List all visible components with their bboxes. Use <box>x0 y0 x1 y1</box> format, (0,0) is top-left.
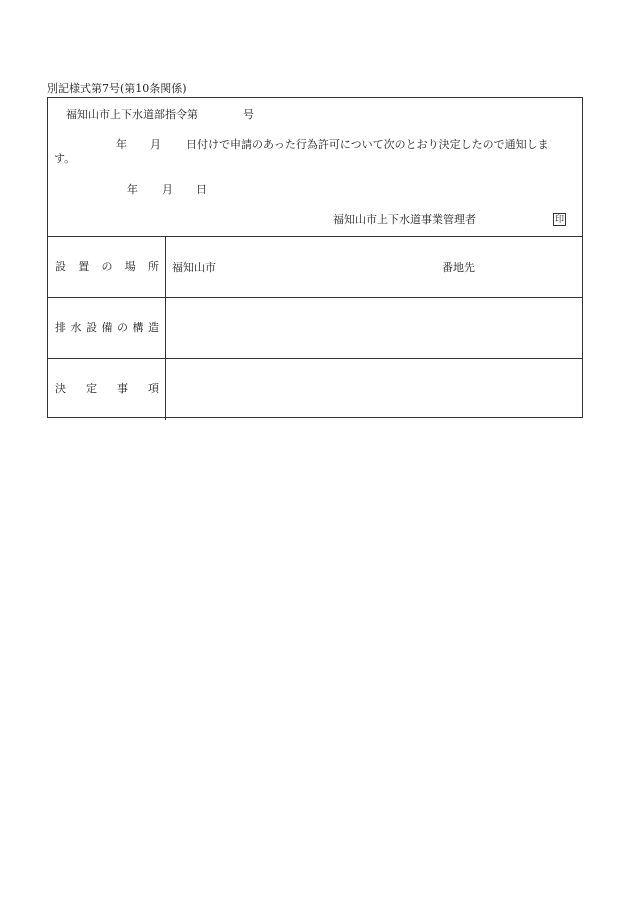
location-city: 福知山市 <box>172 261 216 274</box>
label-char: 構 <box>132 321 144 334</box>
label-char: 設 <box>55 260 66 273</box>
table-row <box>48 237 582 298</box>
row-label-location <box>55 260 159 274</box>
application-month: 月 <box>150 138 161 151</box>
label-char: 造 <box>148 321 159 334</box>
form-number-label: 別記様式第7号(第10条関係) <box>47 82 187 95</box>
row-label-cell <box>48 359 166 420</box>
label-char: の <box>101 260 113 273</box>
table-row <box>48 298 582 359</box>
label-char: 決 <box>55 382 66 395</box>
notice-body-line-1: 日付けで申請のあった行為許可について次のとおり決定したので通知しま <box>186 138 549 151</box>
location-lot-suffix: 番地先 <box>442 261 475 274</box>
issue-day: 日 <box>196 183 207 196</box>
seal-mark: 印 <box>554 215 564 225</box>
issue-year: 年 <box>127 183 138 196</box>
label-char: 設 <box>86 321 97 334</box>
issue-month: 月 <box>162 183 173 196</box>
notice-section <box>48 98 582 237</box>
label-char: 水 <box>70 321 82 334</box>
row-label-cell <box>48 237 166 297</box>
label-char: 所 <box>148 260 159 273</box>
row-label-decision <box>55 382 159 396</box>
row-label-cell <box>48 298 166 358</box>
label-char: 排 <box>55 321 66 334</box>
application-year: 年 <box>116 138 127 151</box>
label-char: 項 <box>148 382 159 395</box>
label-char: 備 <box>101 321 113 334</box>
row-label-drainage-structure <box>55 321 159 335</box>
designation-suffix: 号 <box>243 108 254 121</box>
label-char: 事 <box>117 382 128 395</box>
table-row <box>48 359 582 420</box>
issuer-name: 福知山市上下水道事業管理者 <box>333 213 476 226</box>
label-char: 定 <box>86 382 97 395</box>
form-frame <box>47 97 583 418</box>
notice-body-line-2: す。 <box>54 152 76 165</box>
label-char: 置 <box>78 260 90 273</box>
label-char: の <box>117 321 128 334</box>
label-char: 場 <box>124 260 136 273</box>
designation-prefix: 福知山市上下水道部指令第 <box>66 108 198 121</box>
